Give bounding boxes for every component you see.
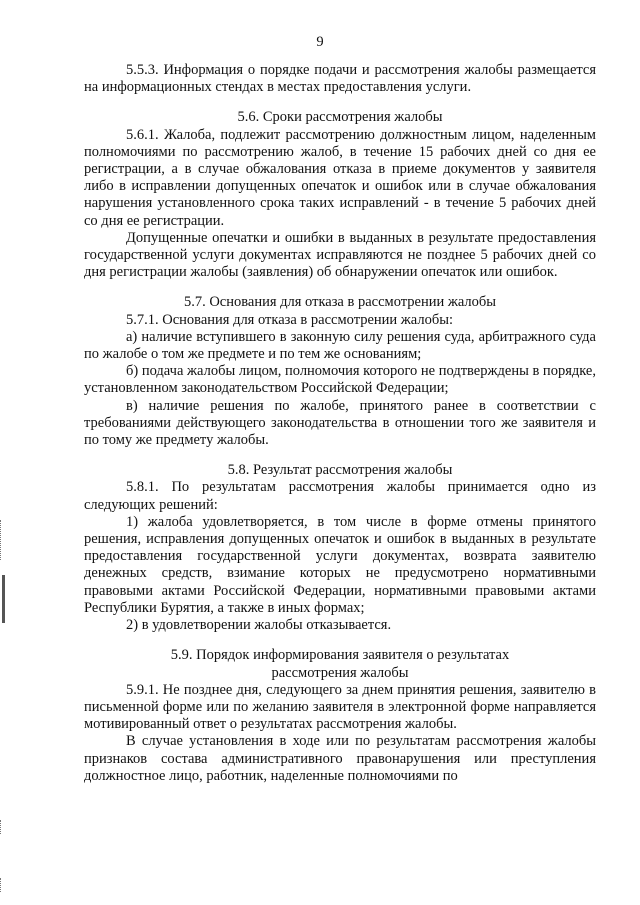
paragraph-5-6-typos: Допущенные опечатки и ошибки в выданных в результате предоставления государственной услуги документах исправляются не позднее 5 рабочих дней со дня регистрации жалобы (заявления) об обнаружении опечаток или ошибок. (84, 229, 596, 281)
section-heading-5-7: 5.7. Основания для отказа в рассмотрении жалобы (183, 294, 497, 311)
paragraph-5-9-offense: В случае установления в ходе или по результатам рассмотрения жалобы признаков состава административного правонарушения или преступления должностное лицо, работник, наделенные полномочиями по (84, 733, 596, 784)
list-item-5-8-1: 1) жалоба удовлетворяется, в том числе в форме отмены принятого решения, исправления допущенных опечаток и ошибок в выданных в результате предоставления государственной услуги документах, возврата заявителю денежных средств, взимание которых не предусмотрено нормативными правовыми актами Российской Федерации, нормативными правовыми актами Республики Бурятия, а также в иных формах; (84, 513, 596, 616)
list-item-5-7-b: б) подача жалобы лицом, полномочия которого не подтверждены в порядке, установленном законодательством Российской Федерации; (84, 363, 596, 397)
section-heading-5-6: 5.6. Сроки рассмотрения жалобы (237, 109, 443, 126)
document-body (84, 62, 596, 785)
paragraph-5-5-3: 5.5.3. Информация о порядке подачи и рассмотрения жалобы размещается на информационных стендах в местах предоставления услуги. (84, 62, 596, 96)
list-item-5-7-a: а) наличие вступившего в законную силу решения суда, арбитражного суда по жалобе о том же предмете и по тем же основаниям; (84, 328, 596, 363)
scan-artifact-dots-lower (0, 820, 9, 834)
section-heading-5-8: 5.8. Результат рассмотрения жалобы (227, 462, 453, 479)
list-item-5-8-2: 2) в удовлетворении жалобы отказывается. (126, 617, 392, 634)
list-item-5-7-c: в) наличие решения по жалобе, принятого ранее в соответствии с требованиями действующего законодательства в отношении того же заявителя и по тому же предмету жалобы. (84, 397, 596, 449)
scan-artifact-bar (2, 575, 5, 623)
scan-artifact-dots (0, 520, 9, 560)
paragraph-5-9-1: 5.9.1. Не позднее дня, следующего за днем принятия решения, заявителю в письменной форме или по желанию заявителя в электронной форме направляется мотивированный ответ о результатах рассмотрения жалобы. (84, 681, 596, 733)
paragraph-5-8-1: 5.8.1. По результатам рассмотрения жалобы принимается одно из следующих решений: (84, 479, 596, 513)
section-heading-5-9-line1: 5.9. Порядок информирования заявителя о результатах (170, 647, 510, 664)
paragraph-5-7-1: 5.7.1. Основания для отказа в рассмотрении жалобы: (126, 311, 454, 328)
section-heading-5-9-line2: рассмотрения жалобы (271, 664, 409, 681)
paragraph-5-6-1: 5.6.1. Жалоба, подлежит рассмотрению должностным лицом, наделенным полномочиями по рассмотрению жалоб, в течение 15 рабочих дней со дня ее регистрации, а в случае обжалования отказа в приеме документов у заявителя либо в исправлении допущенных опечаток и ошибок или в случае обжалования нарушения установленного срока таких исправлений - в течение 5 рабочих дней со дня ее регистрации. (84, 126, 596, 229)
scan-artifact-dots-bottom (0, 878, 9, 892)
page-number: 9 (316, 34, 324, 50)
